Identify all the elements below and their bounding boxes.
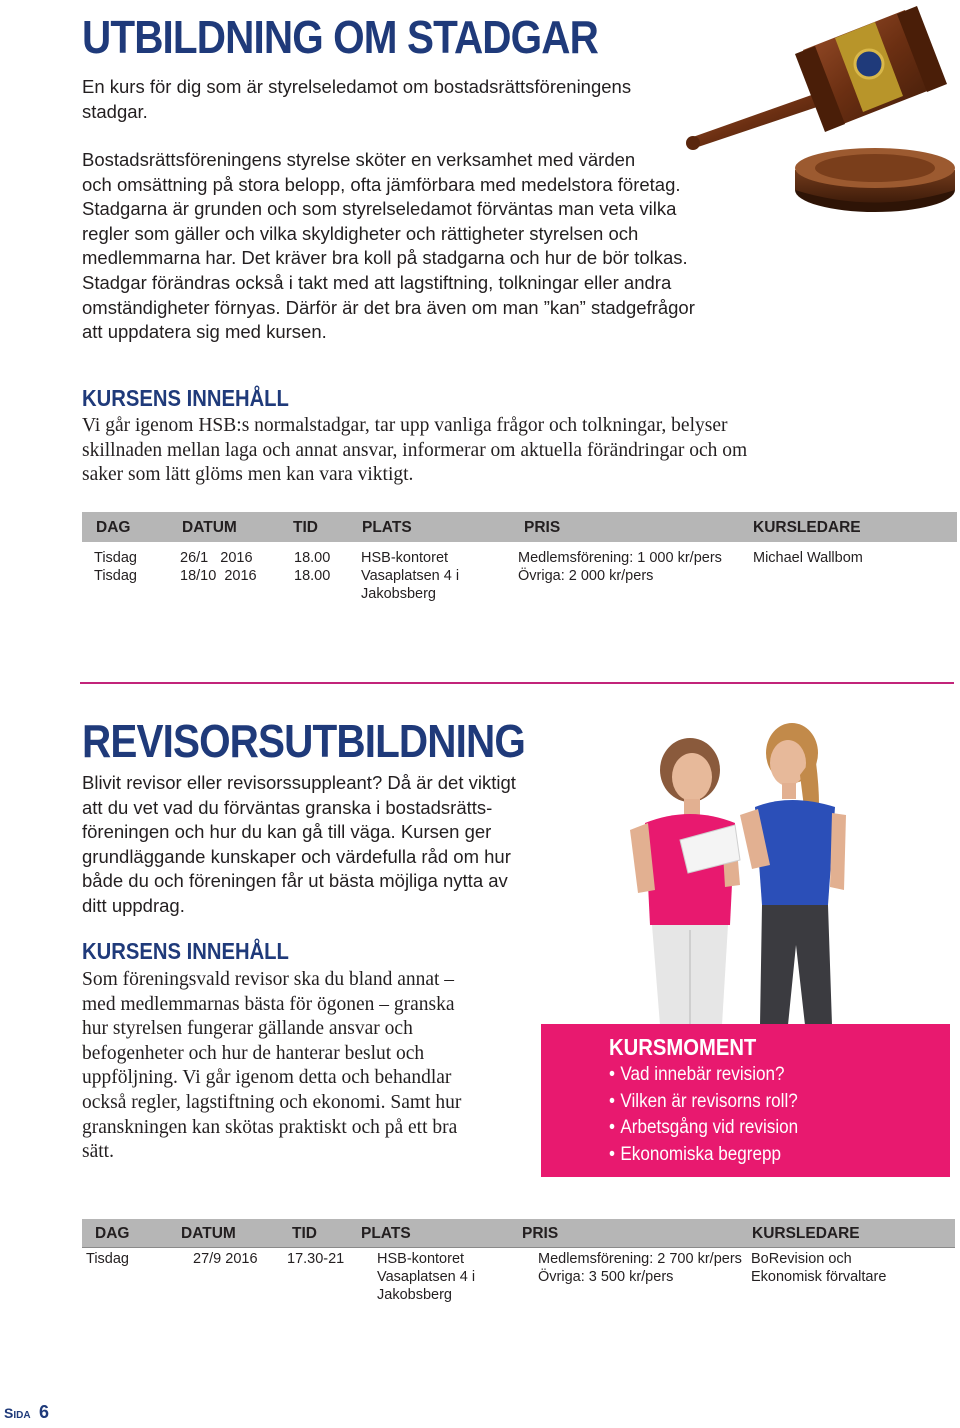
body-line: och omsättning på stora belopp, ofta jämförbara med medelstora företag.	[82, 173, 681, 195]
cell-pris: Medlemsförening: 2 700 kr/pers	[538, 1251, 742, 1267]
content-line: skillnaden mellan laga och annat ansvar, informerar om aktuella förändringar och om	[82, 439, 748, 461]
cell-plats: Jakobsberg	[377, 1287, 452, 1303]
intro-line: både du och föreningen får ut bästa möjliga nytta av	[82, 870, 508, 892]
content-line: granskningen kan skötas praktiskt och på ett bra	[82, 1116, 458, 1138]
body-line: omständigheter förnyas. Därför är det bra även om man ”kan” stadgefrågor	[82, 296, 695, 318]
intro-line: föreningen och hur du kan gå till väga. Kursen ger	[82, 821, 492, 843]
content-line: med medlemmarnas bästa för ögonen – granska	[82, 993, 455, 1015]
cell-plats: HSB-kontoret	[361, 550, 449, 566]
header-pris: PRIS	[522, 1225, 559, 1242]
content-line: Som föreningsvald revisor ska du bland annat –	[82, 969, 455, 990]
intro-line: grundläggande kunskaper och värdefulla råd om hur	[82, 845, 511, 867]
cell-tid: 18.00	[294, 568, 331, 584]
cell-tid: 18.00	[294, 550, 331, 566]
body-line: regler som gäller och vilka skyldigheter och rättigheter styrelsen och	[82, 222, 639, 244]
cell-kursledare: Michael Wallbom	[753, 550, 863, 566]
page-label: Sida	[4, 1405, 31, 1421]
section1-body	[82, 148, 722, 345]
body-line: Stadgar förändras också i takt med att lagstiftning, tolkningar eller andra	[82, 271, 672, 293]
cell-plats: Vasaplatsen 4 i	[377, 1269, 476, 1285]
header-kursledare: KURSLEDARE	[753, 519, 861, 536]
header-dag: DAG	[96, 519, 131, 536]
cell-pris: Övriga: 2 000 kr/pers	[518, 568, 654, 584]
page-number: 6	[39, 1402, 50, 1422]
cell-dag: Tisdag	[86, 1251, 129, 1267]
cell-plats: Vasaplatsen 4 i	[361, 568, 460, 584]
kursmoment-item: • Arbetsgång vid revision	[609, 1115, 798, 1142]
body-line: medlemmarna har. Det kräver bra koll på stadgarna och hur de bör tolkas.	[82, 247, 688, 269]
header-plats: PLATS	[362, 519, 412, 536]
header-datum: DATUM	[182, 519, 237, 536]
intro-line: stadgar.	[82, 100, 148, 122]
content-line: Vi går igenom HSB:s normalstadgar, tar upp vanliga frågor och tolkningar, belyser	[82, 415, 728, 436]
intro-line: En kurs för dig som är styrelseledamot om bostadsrättsföreningens	[82, 76, 632, 97]
content-line: sätt.	[82, 1141, 114, 1163]
two-women-photo	[610, 715, 860, 1025]
intro-line: ditt uppdrag.	[82, 894, 185, 916]
body-line: Bostadsrättsföreningens styrelse sköter en verksamhet med värden	[82, 149, 636, 170]
header-plats: PLATS	[361, 1225, 411, 1242]
cell-datum: 26/1 2016	[180, 550, 253, 566]
section2-title: REVISORSUTBILDNING	[82, 715, 525, 767]
table2-header	[82, 1219, 955, 1247]
content-line: uppföljning. Vi går igenom detta och behandlar	[82, 1067, 452, 1089]
cell-tid: 17.30-21	[287, 1251, 345, 1267]
cell-kursledare: BoRevision och	[751, 1251, 852, 1267]
section1-title: UTBILDNING OM STADGAR	[82, 11, 598, 63]
kursmoment-item: • Ekonomiska begrepp	[609, 1142, 798, 1169]
kursmoment-list	[609, 1062, 819, 1168]
cell-plats: Jakobsberg	[361, 586, 436, 602]
section1-content	[82, 414, 882, 488]
section2-content	[82, 968, 532, 1165]
content-line: också regler, lagstiftning och ekonomi. Samt hur	[82, 1091, 462, 1113]
intro-line: Blivit revisor eller revisorssuppleant? Då är det viktigt	[82, 772, 516, 793]
header-kursledare: KURSLEDARE	[752, 1225, 860, 1242]
header-tid: TID	[292, 1225, 317, 1242]
section2-intro	[82, 771, 522, 919]
cell-plats: HSB-kontoret	[377, 1251, 465, 1267]
kursmoment-item: • Vilken är revisorns roll?	[609, 1089, 798, 1116]
table2-row	[82, 1250, 955, 1310]
body-line: Stadgarna är grunden och som styrelseledamot förväntas man veta vilka	[82, 198, 677, 220]
page-footer	[4, 1402, 49, 1423]
cell-pris: Medlemsförening: 1 000 kr/pers	[518, 550, 722, 566]
cell-pris: Övriga: 3 500 kr/pers	[538, 1269, 674, 1285]
content-line: saker som lätt glöms men kan vara viktigt.	[82, 464, 414, 486]
kursmoment-item: • Vad innebär revision?	[609, 1062, 798, 1089]
table2-rule	[82, 1247, 955, 1248]
section2-content-heading: KURSENS INNEHÅLL	[82, 938, 289, 964]
cell-kursledare: Ekonomisk förvaltare	[751, 1269, 887, 1285]
section-divider	[80, 682, 954, 684]
kursmoment-box	[541, 1024, 950, 1177]
kursmoment-heading: KURSMOMENT	[609, 1034, 757, 1060]
table1-row	[82, 549, 957, 609]
content-line: befogenheter och hur de hanterar beslut och	[82, 1042, 425, 1064]
table1-header	[82, 512, 957, 542]
header-tid: TID	[293, 519, 318, 536]
intro-line: att du vet vad du förväntas granska i bostadsrätts-	[82, 796, 493, 818]
cell-dag: Tisdag	[94, 568, 137, 584]
section1-content-heading: KURSENS INNEHÅLL	[82, 385, 289, 411]
header-pris: PRIS	[524, 519, 561, 536]
cell-dag: Tisdag	[94, 550, 137, 566]
header-dag: DAG	[95, 1225, 130, 1242]
gavel-image	[685, 0, 955, 225]
header-datum: DATUM	[181, 1225, 236, 1242]
content-line: hur styrelsen fungerar gällande ansvar och	[82, 1018, 413, 1040]
body-line: att uppdatera sig med kursen.	[82, 321, 327, 343]
cell-datum: 27/9 2016	[193, 1251, 258, 1267]
cell-datum: 18/10 2016	[180, 568, 257, 584]
section1-intro	[82, 75, 702, 124]
